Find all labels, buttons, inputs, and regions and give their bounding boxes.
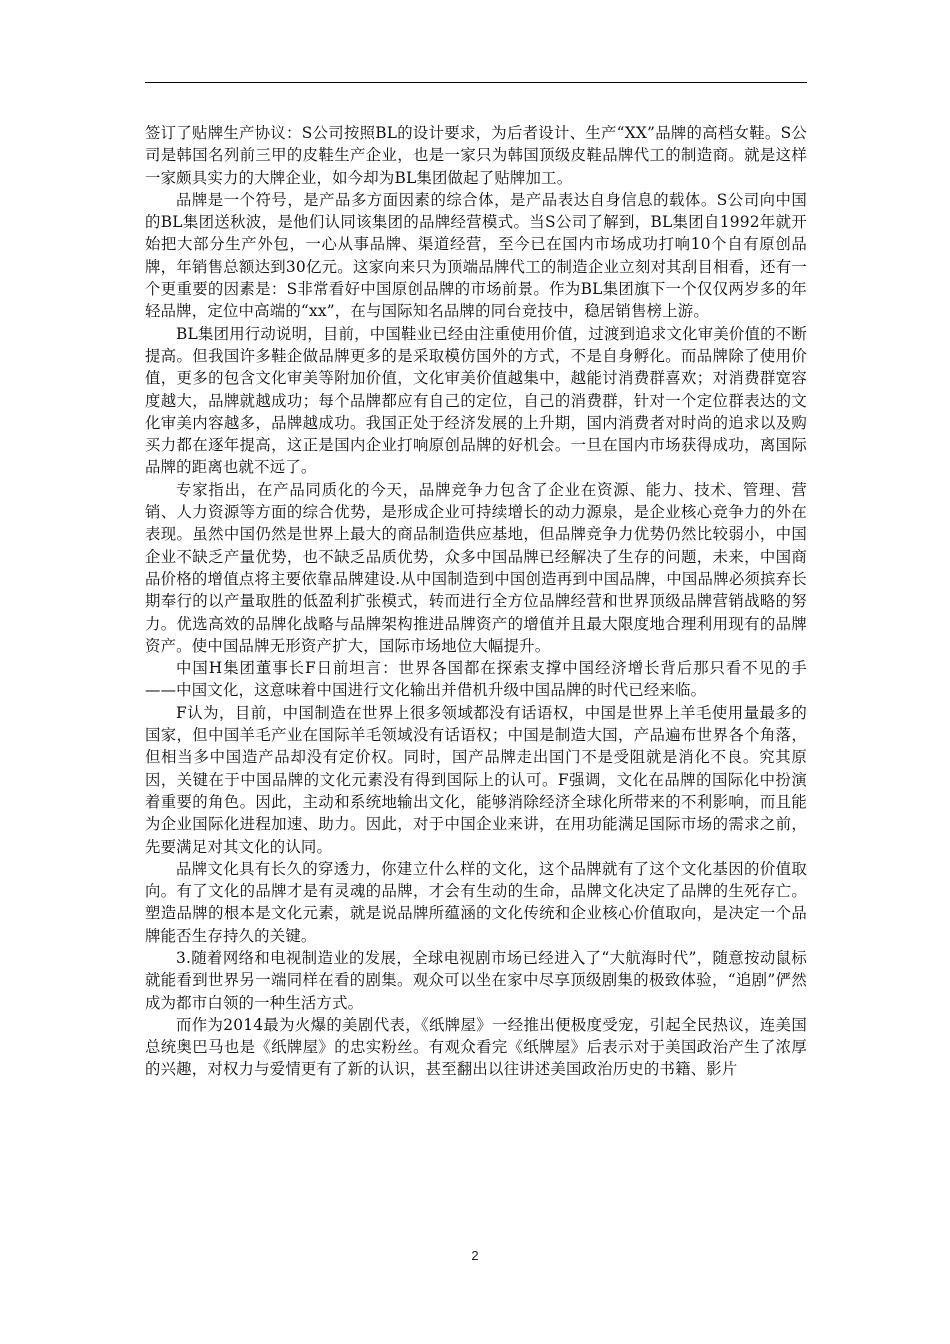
paragraph-5: 中国H集团董事长F日前坦言：世界各国都在探索支撑中国经济增长背后那只看不见的手——中国文化，这意味着中国进行文化输出并借机升级中国品牌的时代已经来临。 <box>145 659 807 700</box>
page-number: 2 <box>471 1248 479 1263</box>
paragraph-8: 3.随着网络和电视制造业的发展，全球电视剧市场已经进入了“大航海时代”，随意按动鼠标就能看到世界另一端同样在看的剧集。观众可以坐在家中尽享顶级剧集的极致体验，“追剧”俨然成为都市白领的一种生活方式。 <box>145 948 807 1012</box>
paragraph-2: 品牌是一个符号，是产品多方面因素的综合体，是产品表达自身信息的载体。S公司向中国的BL集团送秋波，是他们认同该集团的品牌经营模式。当S公司了解到，BL集团自1992年就开始把大部分生产外包，一心从事品牌、渠道经营，至今已在国内市场成功打响10个自有原创品牌，年销售总额达到30亿元。这家向来只为顶端品牌代工的制造企业立刻对其刮目相看，还有一个更重要的因素是：S非常看好中国原创品牌的市场前景。作为BL集团旗下一个仅仅两岁多的年轻品牌，定位中高端的“xx”，在与国际知名品牌的同台竞技中，稳居销售榜上游。 <box>145 190 807 321</box>
paragraph-9: 而作为2014最为火爆的美剧代表，《纸牌屋》一经推出便极度受宠，引起全民热议，连美国总统奥巴马也是《纸牌屋》的忠实粉丝。有观众看完《纸牌屋》后表示对于美国政治产生了浓厚的兴趣，对权力与爱情更有了新的认识，甚至翻出以往讲述美国政治历史的书籍、影片 <box>145 1015 807 1079</box>
paragraph-7: 品牌文化具有长久的穿透力，你建立什么样的文化，这个品牌就有了这个文化基因的价值取向。有了文化的品牌才是有灵魂的品牌，才会有生动的生命，品牌文化决定了品牌的生死存亡。塑造品牌的根本是文化元素，就是说品牌所蕴涵的文化传统和企业核心价值取向，是决定一个品牌能否生存持久的关键。 <box>145 859 807 945</box>
header-rule <box>145 82 807 83</box>
paragraph-6: F认为，目前，中国制造在世界上很多领域都没有话语权，中国是世界上羊毛使用量最多的国家，但中国羊毛产业在国际羊毛领域没有话语权；中国是制造大国，产品遍布世界各个角落，但相当多中国造产品却没有定价权。同时，国产品牌走出国门不是受阻就是消化不良。究其原因，关键在于中国品牌的文化元素没有得到国际上的认可。F强调，文化在品牌的国际化中扮演着重要的角色。因此，主动和系统地输出文化，能够消除经济全球化所带来的不利影响，而且能为企业国际化进程加速、助力。因此，对于中国企业来讲，在用功能满足国际市场的需求之前，先要满足对其文化的认同。 <box>145 703 807 856</box>
paragraph-1: 签订了贴牌生产协议：S公司按照BL的设计要求，为后者设计、生产“XX”品牌的高档女鞋。S公司是韩国名列前三甲的皮鞋生产企业，也是一家只为韩国顶级皮鞋品牌代工的制造商。就是这样一家颇具实力的大牌企业，如今却为BL集团做起了贴牌加工。 <box>145 124 807 187</box>
paragraph-4: 专家指出，在产品同质化的今天，品牌竞争力包含了企业在资源、能力、技术、管理、营销、人力资源等方面的综合优势，是形成企业可持续增长的动力源泉，是企业核心竞争力的外在表现。虽然中国仍然是世界上最大的商品制造供应基地，但品牌竞争力优势仍然比较弱小，中国企业不缺乏产量优势，也不缺乏品质优势，众多中国品牌已经解决了生存的问题，未来，中国商品价格的增值点将主要依靠品牌建设.从中国制造到中国创造再到中国品牌，中国品牌必须摈弃长期奉行的以产量取胜的低盈利扩张模式，转而进行全方位品牌经营和世界顶级品牌营销战略的努力。优选高效的品牌化战略与品牌架构推进品牌资产的增值并且最大限度地合理利用现有的品牌资产。使中国品牌无形资产扩大，国际市场地位大幅提升。 <box>145 480 807 655</box>
document-body <box>145 122 807 1081</box>
paragraph-3: BL集团用行动说明，目前，中国鞋业已经由注重使用价值，过渡到追求文化审美价值的不断提高。但我国许多鞋企做品牌更多的是采取模仿国外的方式，不是自身孵化。而品牌除了使用价值，更多的包含文化审美等附加价值，文化审美价值越集中，越能讨消费群喜欢；对消费群宽容度越大，品牌就越成功；每个品牌都应有自己的定位，自己的消费群，针对一个定位群表达的文化审美内容越多，品牌越成功。我国正处于经济发展的上升期，国内消费者对时尚的追求以及购买力都在逐年提高，这正是国内企业打响原创品牌的好机会。一旦在国内市场获得成功，离国际品牌的距离也就不远了。 <box>145 324 807 477</box>
